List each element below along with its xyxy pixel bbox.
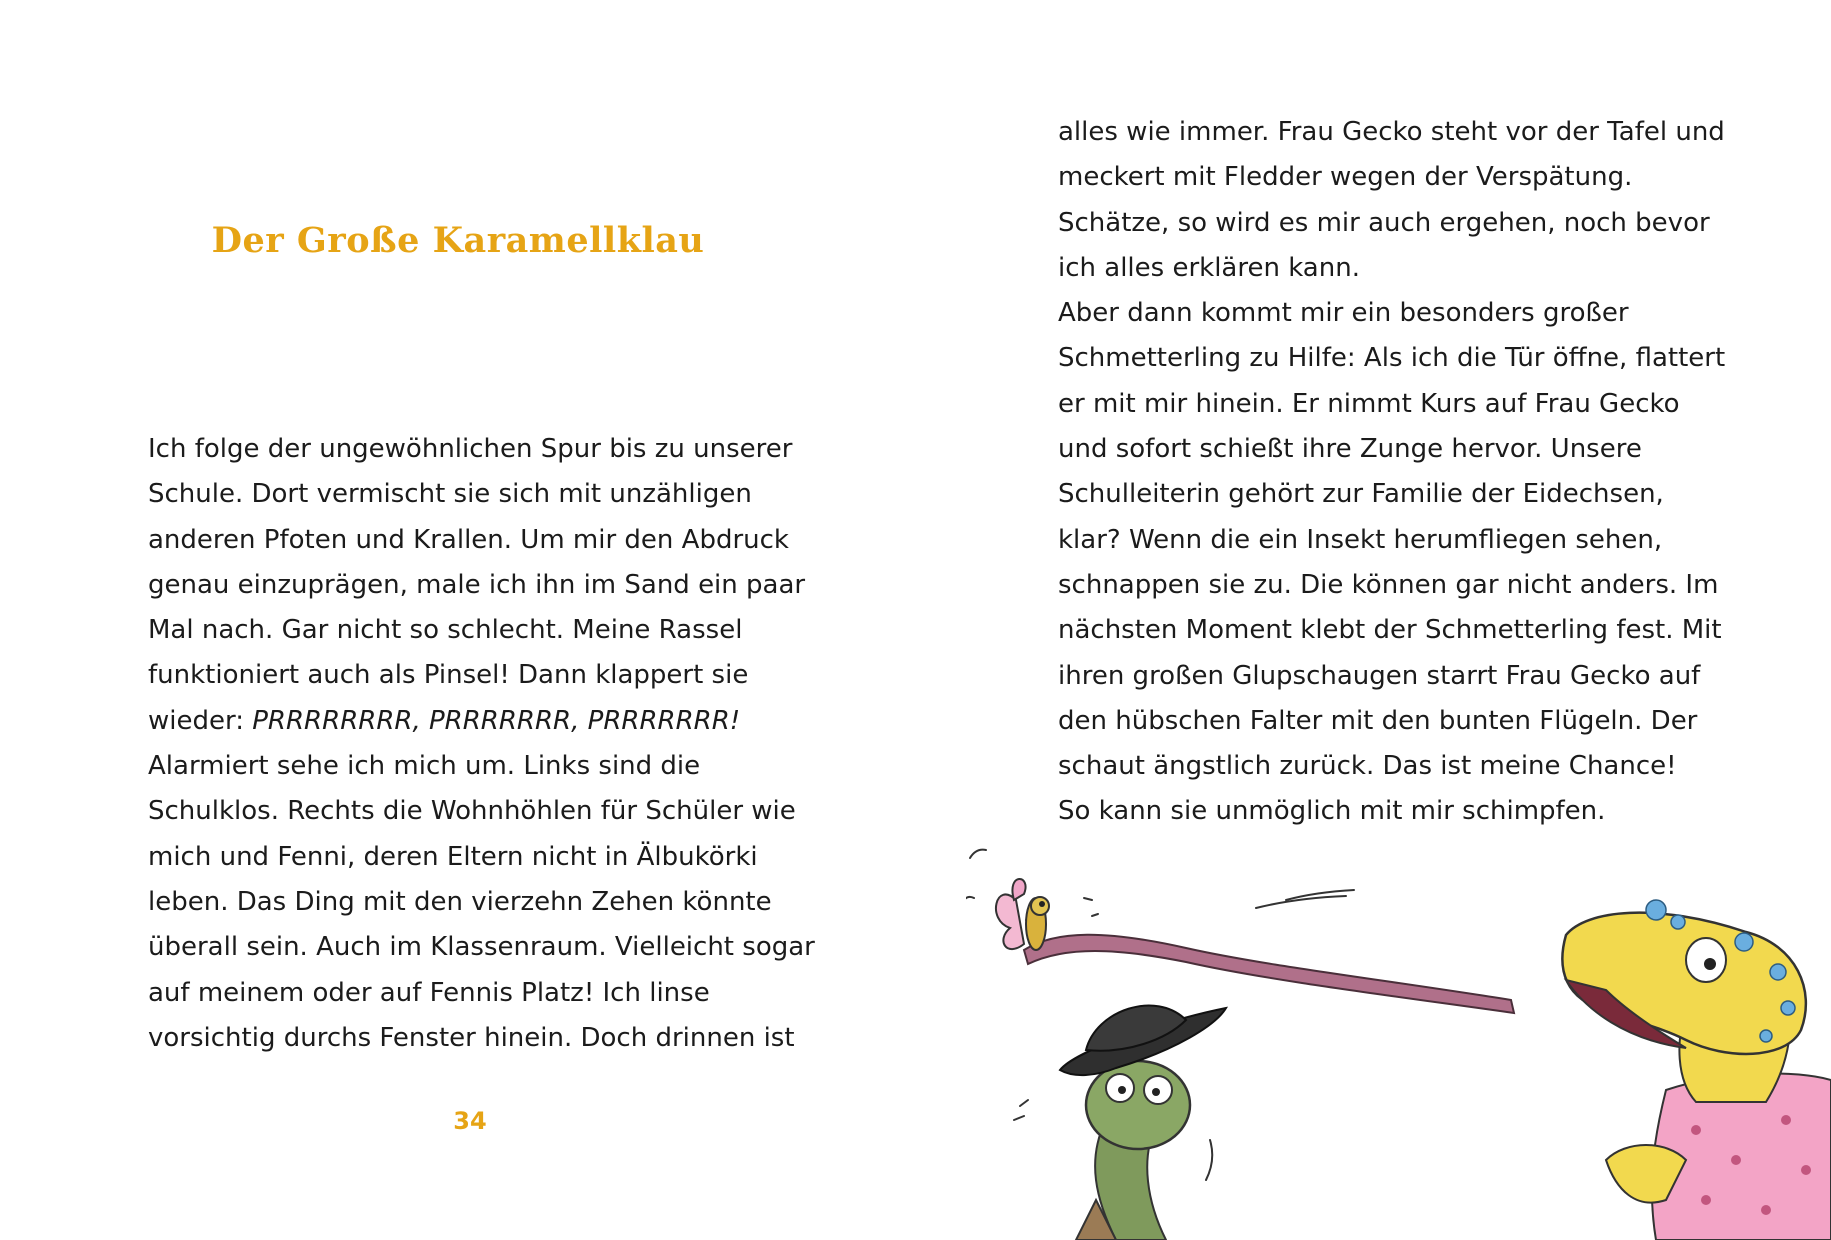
line-text: leben. Das Ding mit den vierzehn Zehen könnte (148, 886, 772, 917)
butterfly-illustration (996, 879, 1049, 950)
text-line (1058, 608, 1758, 653)
tongue-illustration (1024, 935, 1514, 1013)
line-text: mich und Fenni, deren Eltern nicht in Älbukörki (148, 841, 758, 872)
line-text: ihren großen Glupschaugen starrt Frau Gecko auf (1058, 660, 1701, 691)
text-line (1058, 291, 1758, 336)
line-text: Schmetterling zu Hilfe: Als ich die Tür öffne, flattert (1058, 343, 1726, 374)
text-line (148, 925, 815, 970)
motion-lines (966, 850, 1354, 946)
line-text: schnappen sie zu. Die können gar nicht anders. Im (1058, 569, 1719, 600)
line-text: meckert mit Fledder wegen der Verspätung. (1058, 162, 1633, 193)
text-line (148, 971, 808, 1016)
line-text: schaut ängstlich zurück. Das ist meine Chance! (1058, 751, 1677, 782)
text-line (148, 744, 808, 789)
line-italic-text: PRRRRRRRR, PRRRRRRR, PRRRRRRR! (252, 705, 741, 736)
text-line (1058, 336, 1758, 381)
line-text: er mit mir hinein. Er nimmt Kurs auf Frau Gecko (1058, 388, 1680, 419)
text-line (1058, 472, 1758, 517)
illustration (966, 840, 1831, 1240)
text-line (1058, 110, 1758, 155)
line-text: Schulklos. Rechts die Wohnhöhlen für Schüler wie (148, 796, 796, 827)
text-line (148, 1016, 808, 1061)
snake-with-hat-illustration (1014, 1006, 1226, 1240)
line-text: nächsten Moment klebt der Schmetterling fest. Mit (1058, 615, 1722, 646)
line-text: Mal nach. Gar nicht so schlecht. Meine Rassel (148, 615, 743, 646)
line-text: überall sein. Auch im Klassenraum. Vielleicht sogar (148, 932, 815, 963)
line-text: Schätze, so wird es mir auch ergehen, noch bevor (1058, 207, 1710, 238)
line-text: klar? Wenn die ein Insekt herumfliegen sehen, (1058, 524, 1663, 555)
text-line (148, 789, 808, 834)
line-text: funktioniert auch als Pinsel! Dann klappert sie (148, 660, 749, 691)
line-text: ich alles erklären kann. (1058, 252, 1360, 283)
line-text: genau einzuprägen, male ich ihn im Sand ein paar (148, 569, 806, 600)
text-line (1058, 789, 1758, 834)
line-text: Schule. Dort vermischt sie sich mit unzähligen (148, 479, 752, 510)
line-text: alles wie immer. Frau Gecko steht vor der Tafel und (1058, 117, 1725, 147)
text-line (148, 518, 808, 563)
line-text: und sofort schießt ihre Zunge hervor. Unsere (1058, 434, 1642, 465)
line-text: Schulleiterin gehört zur Familie der Eidechsen, (1058, 479, 1664, 510)
line-text: den hübschen Falter mit den bunten Flügeln. Der (1058, 705, 1698, 736)
text-line (148, 835, 808, 880)
line-text: auf meinem oder auf Fennis Platz! Ich linse (148, 977, 710, 1008)
text-line (148, 699, 808, 744)
text-line (148, 563, 808, 608)
text-line (148, 472, 808, 517)
line-text: anderen Pfoten und Krallen. Um mir den Abdruck (148, 524, 789, 555)
text-line (1058, 201, 1758, 246)
text-line (148, 427, 808, 472)
text-line (148, 608, 808, 653)
right-page (916, 0, 1831, 1240)
gecko-illustration (1562, 900, 1831, 1240)
text-line (148, 880, 808, 925)
text-line (1058, 518, 1758, 563)
right-page-text (1058, 110, 1758, 835)
text-line (1058, 155, 1758, 200)
line-text: Ich folge der ungewöhnlichen Spur bis zu unserer (148, 434, 793, 464)
line-text: Alarmiert sehe ich mich um. Links sind die (148, 751, 701, 782)
line-text: wieder: (148, 705, 253, 736)
left-page-text (148, 427, 815, 1061)
text-line (1058, 563, 1758, 608)
line-text: So kann sie unmöglich mit mir schimpfen. (1058, 796, 1606, 827)
text-line (1058, 382, 1758, 427)
text-line (1058, 699, 1758, 744)
page-number: 34 (453, 1107, 487, 1135)
text-line (1058, 246, 1758, 291)
text-line (1058, 654, 1758, 699)
text-line (148, 653, 808, 698)
text-line (1058, 427, 1758, 472)
text-line (1058, 744, 1758, 789)
chapter-title: Der Große Karamellklau (211, 220, 705, 261)
line-text: Aber dann kommt mir ein besonders großer (1058, 298, 1629, 329)
line-text: vorsichtig durchs Fenster hinein. Doch drinnen ist (148, 1022, 795, 1053)
